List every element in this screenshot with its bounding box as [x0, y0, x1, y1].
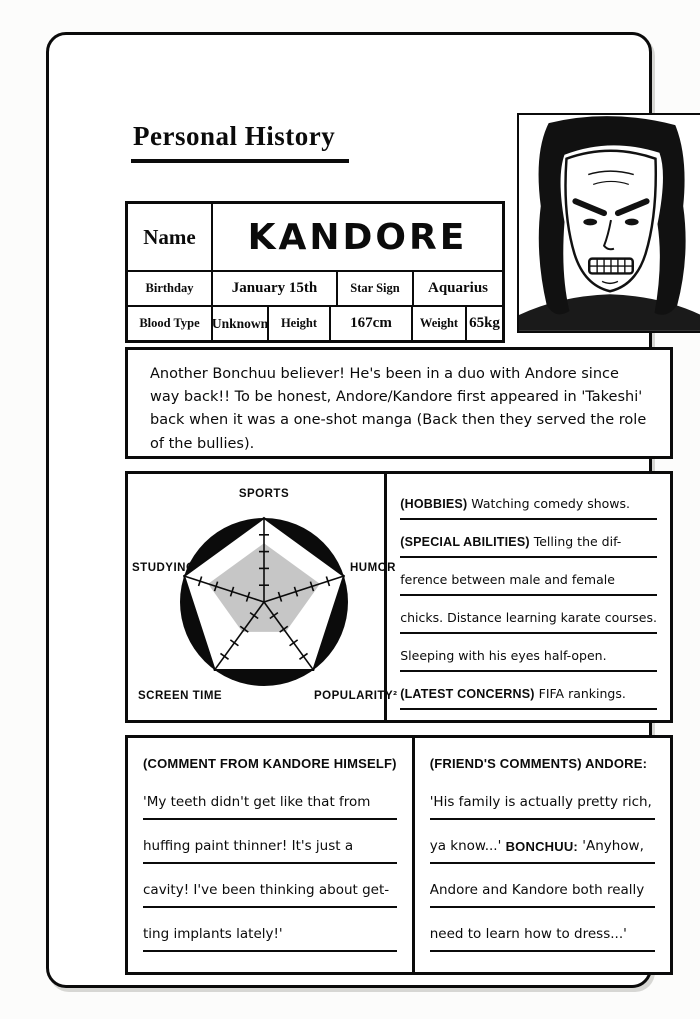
- star-sign-value: Aquarius: [427, 280, 489, 296]
- self-comment-column: [128, 738, 415, 972]
- blood-type-label: Blood Type: [128, 307, 213, 340]
- latest-concerns-label: (LATEST CONCERNS): [400, 687, 535, 701]
- friend-comments-column: [415, 738, 670, 972]
- radar-label-screen-time: SCREEN TIME: [138, 690, 223, 702]
- bonchuu-name: BONCHUU:: [505, 839, 578, 854]
- table-row-blood-height-weight: [128, 307, 502, 340]
- birthday-label: Birthday: [128, 272, 213, 305]
- bio-box: [125, 347, 673, 459]
- profile-line-hobbies: (HOBBIES) Watching comedy shows.: [400, 482, 657, 520]
- stats-and-profile-box: [125, 471, 673, 723]
- page-title: Personal History: [131, 121, 349, 163]
- comments-box: [125, 735, 673, 975]
- birthday-value: January 15th: [213, 272, 338, 305]
- self-comment-line: huffing paint thinner! It's just a: [143, 820, 397, 864]
- radar-label-sports: SPORTS: [238, 488, 290, 500]
- height-label: Height: [269, 307, 331, 340]
- radar-panel: [128, 474, 398, 720]
- profile-panel: [384, 474, 670, 720]
- self-comment-line: cavity! I've been thinking about get-: [143, 864, 397, 908]
- table-row-name: [128, 204, 502, 272]
- table-row-birthday: [128, 272, 502, 307]
- star-sign-label: Star Sign: [338, 272, 414, 305]
- profile-line: ference between male and female: [400, 558, 657, 596]
- name-label: Name: [128, 204, 213, 270]
- self-comment-line: 'My teeth didn't get like that from: [143, 776, 397, 820]
- friend-comment-line: 'His family is actually pretty rich,: [430, 776, 655, 820]
- profile-line: chicks. Distance learning karate courses.: [400, 596, 657, 634]
- blood-type-value: Unknown: [213, 307, 269, 340]
- portrait-frame: [517, 113, 700, 333]
- friend-comment-line: Andore and Kandore both really: [430, 864, 655, 908]
- kandore-portrait-image: [519, 115, 700, 331]
- weight-value: 65kg: [469, 315, 500, 331]
- friend-comment-line: ya know...' BONCHUU: 'Anyhow,: [430, 820, 655, 864]
- bio-text: Another Bonchuu believer! He's been in a duo with Andore since way back!! To be honest, Andore/Kandore first appeared in 'Takeshi' back when it was a one-shot manga (Back then they served the role of the bullies).: [150, 366, 647, 452]
- weight-label: Weight: [413, 307, 467, 340]
- info-table: [125, 201, 505, 343]
- hobbies-label: (HOBBIES): [400, 497, 468, 511]
- profile-line: Sleeping with his eyes half-open.: [400, 634, 657, 672]
- profile-sheet: [46, 32, 657, 988]
- height-value: 167cm: [331, 307, 413, 340]
- profile-line-special-abilities: (SPECIAL ABILITIES) Telling the dif-: [400, 520, 657, 558]
- friend-comment-line: need to learn how to dress...': [430, 908, 655, 952]
- radar-label-popularity: POPULARITY²: [314, 690, 398, 702]
- friend-comments-header: (FRIEND'S COMMENTS) ANDORE:: [429, 755, 648, 771]
- name-value: KANDORE: [247, 216, 468, 258]
- self-comment-line: ting implants lately!': [143, 908, 397, 952]
- radar-chart: [144, 496, 384, 708]
- special-abilities-label: (SPECIAL ABILITIES): [400, 535, 530, 549]
- self-comment-header: (COMMENT FROM KANDORE HIMSELF): [143, 755, 397, 771]
- radar-label-studying: STUDYING: [132, 562, 196, 574]
- profile-line-latest-concerns: (LATEST CONCERNS) FIFA rankings.: [400, 672, 657, 710]
- radar-label-humor: HUMOR: [350, 562, 396, 574]
